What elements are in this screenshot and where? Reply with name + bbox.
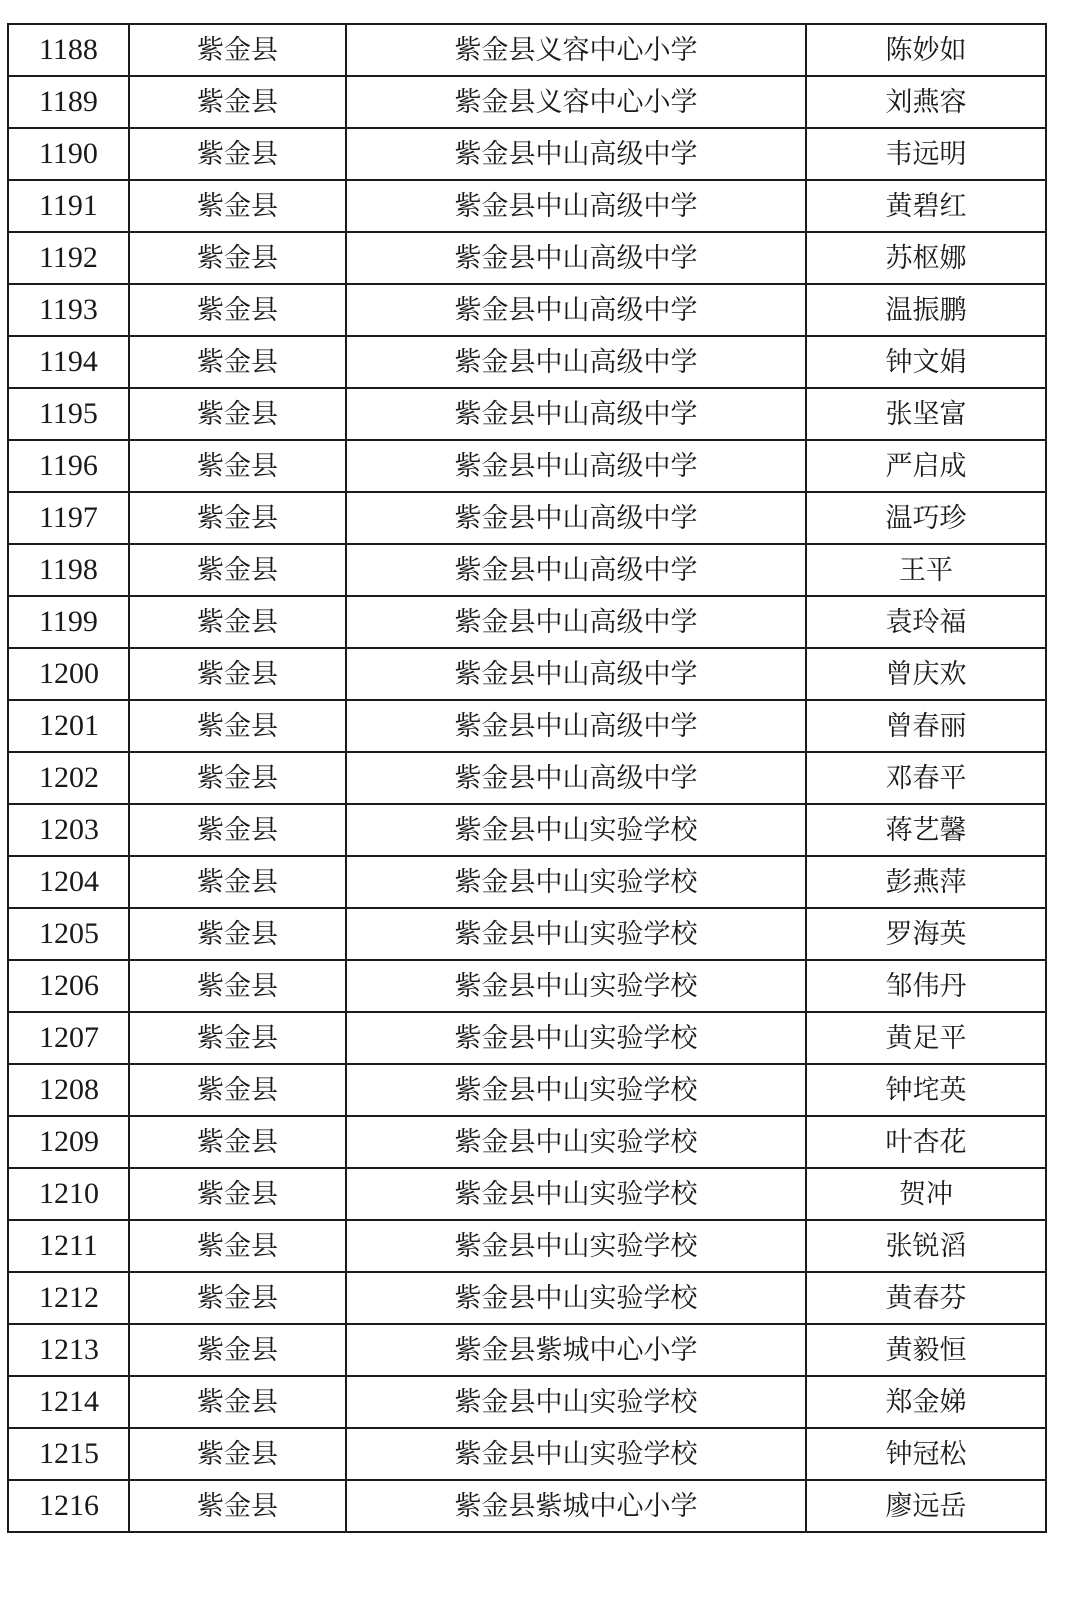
table-row [8, 908, 1046, 960]
table-row [8, 700, 1046, 752]
county-cell: 紫金县 [129, 648, 346, 700]
teacher-name-cell: 陈妙如 [806, 24, 1046, 76]
school-cell: 紫金县中山高级中学 [346, 180, 806, 232]
school-cell: 紫金县中山高级中学 [346, 284, 806, 336]
county-cell: 紫金县 [129, 284, 346, 336]
serial-number-cell: 1207 [8, 1012, 129, 1064]
teacher-name-cell: 王平 [806, 544, 1046, 596]
table-row [8, 752, 1046, 804]
roster-sheet [7, 23, 1045, 1533]
table-row [8, 284, 1046, 336]
teacher-name-cell: 廖远岳 [806, 1480, 1046, 1532]
school-cell: 紫金县中山实验学校 [346, 960, 806, 1012]
school-cell: 紫金县中山实验学校 [346, 1220, 806, 1272]
teacher-name-cell: 温巧珍 [806, 492, 1046, 544]
teacher-name-cell: 邓春平 [806, 752, 1046, 804]
serial-number-cell: 1192 [8, 232, 129, 284]
school-cell: 紫金县中山实验学校 [346, 1272, 806, 1324]
county-cell: 紫金县 [129, 908, 346, 960]
county-cell: 紫金县 [129, 336, 346, 388]
county-cell: 紫金县 [129, 1480, 346, 1532]
table-row [8, 1064, 1046, 1116]
serial-number-cell: 1198 [8, 544, 129, 596]
teacher-name-cell: 袁玲福 [806, 596, 1046, 648]
table-row [8, 336, 1046, 388]
county-cell: 紫金县 [129, 596, 346, 648]
county-cell: 紫金县 [129, 180, 346, 232]
teacher-name-cell: 严启成 [806, 440, 1046, 492]
school-cell: 紫金县中山实验学校 [346, 1064, 806, 1116]
roster-table-body [8, 24, 1046, 1532]
school-cell: 紫金县中山高级中学 [346, 440, 806, 492]
school-cell: 紫金县中山高级中学 [346, 232, 806, 284]
table-row [8, 856, 1046, 908]
table-row [8, 1480, 1046, 1532]
county-cell: 紫金县 [129, 1220, 346, 1272]
serial-number-cell: 1215 [8, 1428, 129, 1480]
county-cell: 紫金县 [129, 1428, 346, 1480]
county-cell: 紫金县 [129, 856, 346, 908]
table-row [8, 1324, 1046, 1376]
county-cell: 紫金县 [129, 544, 346, 596]
serial-number-cell: 1199 [8, 596, 129, 648]
county-cell: 紫金县 [129, 700, 346, 752]
serial-number-cell: 1197 [8, 492, 129, 544]
serial-number-cell: 1193 [8, 284, 129, 336]
school-cell: 紫金县中山高级中学 [346, 544, 806, 596]
teacher-name-cell: 钟文娟 [806, 336, 1046, 388]
table-row [8, 232, 1046, 284]
county-cell: 紫金县 [129, 1012, 346, 1064]
table-row [8, 1376, 1046, 1428]
table-row [8, 1168, 1046, 1220]
table-row [8, 24, 1046, 76]
county-cell: 紫金县 [129, 752, 346, 804]
serial-number-cell: 1191 [8, 180, 129, 232]
teacher-name-cell: 蒋艺馨 [806, 804, 1046, 856]
teacher-name-cell: 钟垞英 [806, 1064, 1046, 1116]
serial-number-cell: 1204 [8, 856, 129, 908]
county-cell: 紫金县 [129, 804, 346, 856]
serial-number-cell: 1200 [8, 648, 129, 700]
county-cell: 紫金县 [129, 440, 346, 492]
school-cell: 紫金县中山实验学校 [346, 908, 806, 960]
teacher-name-cell: 邹伟丹 [806, 960, 1046, 1012]
school-cell: 紫金县中山实验学校 [346, 1012, 806, 1064]
table-row [8, 804, 1046, 856]
teacher-name-cell: 张锐滔 [806, 1220, 1046, 1272]
county-cell: 紫金县 [129, 492, 346, 544]
serial-number-cell: 1208 [8, 1064, 129, 1116]
table-row [8, 440, 1046, 492]
serial-number-cell: 1205 [8, 908, 129, 960]
serial-number-cell: 1203 [8, 804, 129, 856]
table-row [8, 1428, 1046, 1480]
serial-number-cell: 1206 [8, 960, 129, 1012]
serial-number-cell: 1188 [8, 24, 129, 76]
county-cell: 紫金县 [129, 232, 346, 284]
school-cell: 紫金县中山高级中学 [346, 700, 806, 752]
school-cell: 紫金县中山高级中学 [346, 752, 806, 804]
county-cell: 紫金县 [129, 1272, 346, 1324]
school-cell: 紫金县中山实验学校 [346, 1116, 806, 1168]
serial-number-cell: 1211 [8, 1220, 129, 1272]
table-row [8, 388, 1046, 440]
county-cell: 紫金县 [129, 1064, 346, 1116]
school-cell: 紫金县中山高级中学 [346, 128, 806, 180]
table-row [8, 960, 1046, 1012]
serial-number-cell: 1210 [8, 1168, 129, 1220]
table-row [8, 76, 1046, 128]
serial-number-cell: 1213 [8, 1324, 129, 1376]
teacher-name-cell: 钟冠松 [806, 1428, 1046, 1480]
teacher-name-cell: 黄碧红 [806, 180, 1046, 232]
school-cell: 紫金县中山高级中学 [346, 388, 806, 440]
county-cell: 紫金县 [129, 388, 346, 440]
teacher-name-cell: 彭燕萍 [806, 856, 1046, 908]
serial-number-cell: 1202 [8, 752, 129, 804]
school-cell: 紫金县中山实验学校 [346, 1376, 806, 1428]
serial-number-cell: 1209 [8, 1116, 129, 1168]
county-cell: 紫金县 [129, 1168, 346, 1220]
teacher-name-cell: 曾春丽 [806, 700, 1046, 752]
school-cell: 紫金县中山高级中学 [346, 492, 806, 544]
teacher-name-cell: 刘燕容 [806, 76, 1046, 128]
table-row [8, 648, 1046, 700]
table-row [8, 492, 1046, 544]
serial-number-cell: 1201 [8, 700, 129, 752]
county-cell: 紫金县 [129, 128, 346, 180]
teacher-name-cell: 黄春芬 [806, 1272, 1046, 1324]
county-cell: 紫金县 [129, 1376, 346, 1428]
teacher-name-cell: 黄毅恒 [806, 1324, 1046, 1376]
table-row [8, 1272, 1046, 1324]
table-row [8, 1220, 1046, 1272]
teacher-name-cell: 韦远明 [806, 128, 1046, 180]
serial-number-cell: 1196 [8, 440, 129, 492]
teacher-name-cell: 贺冲 [806, 1168, 1046, 1220]
school-cell: 紫金县中山实验学校 [346, 804, 806, 856]
school-cell: 紫金县紫城中心小学 [346, 1324, 806, 1376]
serial-number-cell: 1214 [8, 1376, 129, 1428]
teacher-name-cell: 张坚富 [806, 388, 1046, 440]
school-cell: 紫金县中山实验学校 [346, 1428, 806, 1480]
table-row [8, 128, 1046, 180]
table-row [8, 1116, 1046, 1168]
county-cell: 紫金县 [129, 1324, 346, 1376]
school-cell: 紫金县义容中心小学 [346, 24, 806, 76]
county-cell: 紫金县 [129, 24, 346, 76]
serial-number-cell: 1212 [8, 1272, 129, 1324]
school-cell: 紫金县义容中心小学 [346, 76, 806, 128]
teacher-name-cell: 罗海英 [806, 908, 1046, 960]
serial-number-cell: 1195 [8, 388, 129, 440]
table-row [8, 544, 1046, 596]
school-cell: 紫金县中山高级中学 [346, 336, 806, 388]
roster-table [7, 23, 1047, 1533]
teacher-name-cell: 黄足平 [806, 1012, 1046, 1064]
county-cell: 紫金县 [129, 1116, 346, 1168]
serial-number-cell: 1194 [8, 336, 129, 388]
school-cell: 紫金县紫城中心小学 [346, 1480, 806, 1532]
table-row [8, 596, 1046, 648]
teacher-name-cell: 叶杏花 [806, 1116, 1046, 1168]
school-cell: 紫金县中山高级中学 [346, 596, 806, 648]
county-cell: 紫金县 [129, 960, 346, 1012]
serial-number-cell: 1190 [8, 128, 129, 180]
school-cell: 紫金县中山高级中学 [346, 648, 806, 700]
table-row [8, 1012, 1046, 1064]
teacher-name-cell: 苏枢娜 [806, 232, 1046, 284]
county-cell: 紫金县 [129, 76, 346, 128]
school-cell: 紫金县中山实验学校 [346, 856, 806, 908]
teacher-name-cell: 曾庆欢 [806, 648, 1046, 700]
serial-number-cell: 1189 [8, 76, 129, 128]
teacher-name-cell: 郑金娣 [806, 1376, 1046, 1428]
teacher-name-cell: 温振鹏 [806, 284, 1046, 336]
school-cell: 紫金县中山实验学校 [346, 1168, 806, 1220]
table-row [8, 180, 1046, 232]
serial-number-cell: 1216 [8, 1480, 129, 1532]
